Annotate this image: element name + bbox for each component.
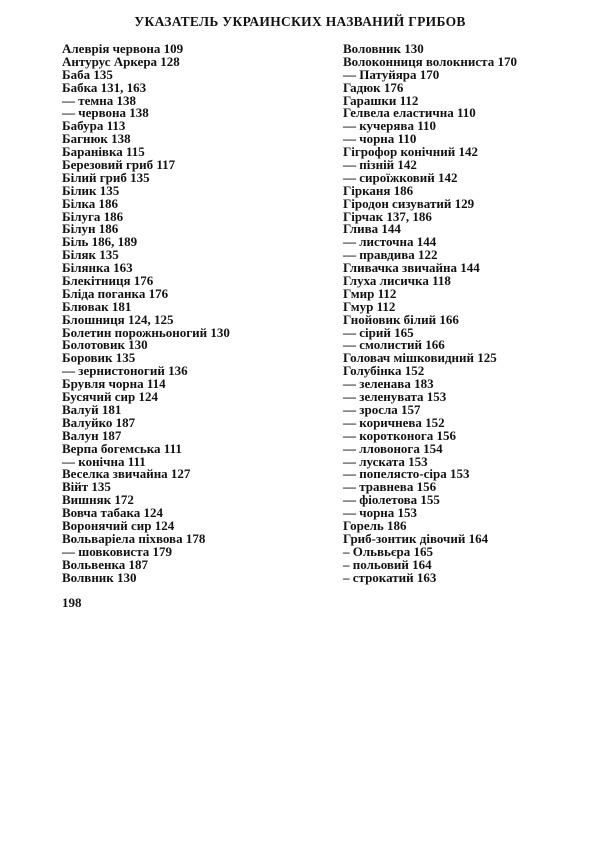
index-entry: Алеврія червона 109 — [62, 41, 184, 56]
index-entry: Валуйко 187 — [62, 414, 136, 430]
index-entry: Вольвенка 187 — [62, 556, 148, 572]
index-entry: — попелясто-сіра 153 — [343, 466, 470, 482]
index-entry: – польовий 164 — [343, 556, 432, 572]
index-entry: Білянка 163 — [62, 260, 133, 276]
index-entry: — смолистий 166 — [343, 337, 445, 353]
index-entry: Блювак 181 — [62, 298, 132, 314]
index-entry: Баранівка 115 — [62, 144, 145, 160]
index-entry: — луската 153 — [343, 453, 428, 469]
index-entry: Валуй 181 — [62, 401, 122, 417]
index-entry: Бабка 131, 163 — [62, 79, 147, 95]
index-entry: — конічна 111 — [62, 453, 146, 469]
index-entry: Гадюк 176 — [343, 79, 404, 95]
index-entry: Гігрофор конічний 142 — [343, 144, 478, 160]
index-entry: Вишняк 172 — [62, 492, 134, 508]
index-entry: Гливачка звичайна 144 — [343, 260, 480, 276]
index-entry: — чорна 110 — [343, 131, 417, 147]
index-entry: Волвник 130 — [62, 569, 137, 585]
index-entry: — зросла 157 — [343, 401, 421, 417]
page-number: 198 — [62, 595, 82, 610]
index-entry: — фіолетова 155 — [343, 492, 440, 508]
index-entry: — сірий 165 — [343, 324, 414, 340]
index-entry: — коричнева 152 — [343, 414, 445, 430]
index-entry: Глива 144 — [343, 221, 401, 237]
index-entry: Блошниця 124, 125 — [62, 311, 174, 327]
index-entry: Гіродон сизуватий 129 — [343, 195, 475, 211]
index-entry: Гірканя 186 — [343, 182, 414, 198]
index-entry: Бліда поганка 176 — [62, 285, 169, 301]
index-entry: Вольваріела піхвова 178 — [62, 530, 206, 546]
index-entry: Гриб-зонтик дівочий 164 — [343, 530, 489, 546]
index-entry: Гмур 112 — [343, 298, 396, 314]
index-entry: Гелвела еластична 110 — [343, 105, 476, 121]
index-entry: — чорна 153 — [343, 505, 418, 521]
index-entry: — шовковиста 179 — [62, 543, 172, 559]
index-entry: Волоконниця волокниста 170 — [343, 53, 517, 69]
index-entry: Голубінка 152 — [343, 363, 425, 379]
index-entry: Болотовик 130 — [62, 337, 148, 353]
index-entry: Воронячий сир 124 — [62, 517, 175, 533]
index-column-left — [62, 43, 230, 584]
index-entry: Бусячий сир 124 — [62, 389, 158, 405]
index-entry: — правдива 122 — [343, 247, 438, 263]
index-entry: Біль 186, 189 — [62, 234, 138, 250]
index-entry: – строкатий 163 — [343, 569, 437, 585]
index-entry: Головач мішковидний 125 — [343, 350, 497, 366]
index-entry: Верпа богемська 111 — [62, 440, 182, 456]
index-entry: Гірчак 137, 186 — [343, 208, 432, 224]
index-entry: Глуха лисичка 118 — [343, 273, 451, 289]
index-entry: Бабура 113 — [62, 118, 126, 134]
index-entry: Антурус Аркера 128 — [62, 53, 180, 69]
index-entry: — зеленувата 153 — [343, 389, 447, 405]
index-entry: Білий гриб 135 — [62, 169, 150, 185]
index-entry: — зернистоногий 136 — [62, 363, 188, 379]
index-entry: Блекітниця 176 — [62, 273, 154, 289]
index-entry: — зеленава 183 — [343, 376, 434, 392]
index-entry: — листочна 144 — [343, 234, 437, 250]
index-entry: — Патуйяра 170 — [343, 66, 440, 82]
index-entry: Біляк 135 — [62, 247, 119, 263]
index-entry: — сироїжковий 142 — [343, 169, 458, 185]
index-entry: — темна 138 — [62, 92, 137, 108]
index-entry: Гнойовик білий 166 — [343, 311, 459, 327]
index-entry: Воловник 130 — [343, 41, 424, 56]
index-entry: Болетин порожньоногий 130 — [62, 324, 230, 340]
index-entry: — червона 138 — [62, 105, 149, 121]
index-entry: — лловонога 154 — [343, 440, 443, 456]
index-entry: — коротконога 156 — [343, 427, 456, 443]
index-entry: — кучерява 110 — [343, 118, 436, 134]
index-entry: Березовий гриб 117 — [62, 157, 176, 173]
index-entry: Горель 186 — [343, 517, 407, 533]
index-column-right — [343, 43, 517, 584]
index-entry: — пізній 142 — [343, 157, 417, 173]
index-entry: Багнюк 138 — [62, 131, 131, 147]
index-entry: Баба 135 — [62, 66, 113, 82]
index-entry: Вовча табака 124 — [62, 505, 164, 521]
index-entry: – Ольвьєра 165 — [343, 543, 434, 559]
index-entry: Білуга 186 — [62, 208, 124, 224]
index-entry: Боровик 135 — [62, 350, 136, 366]
index-entry: Гмир 112 — [343, 285, 397, 301]
index-entry: Білун 186 — [62, 221, 119, 237]
index-entry: Гарашки 112 — [343, 92, 419, 108]
index-entry: Веселка звичайна 127 — [62, 466, 191, 482]
index-entry: Брувля чорна 114 — [62, 376, 166, 392]
index-entry: Війт 135 — [62, 479, 111, 495]
index-entry: — травнева 156 — [343, 479, 437, 495]
index-entry: Білка 186 — [62, 195, 119, 211]
page-title: УКАЗАТЕЛЬ УКРАИНСКИХ НАЗВАНИЙ ГРИБОВ — [134, 14, 466, 29]
index-entry: Валун 187 — [62, 427, 122, 443]
index-entry: Білик 135 — [62, 182, 120, 198]
